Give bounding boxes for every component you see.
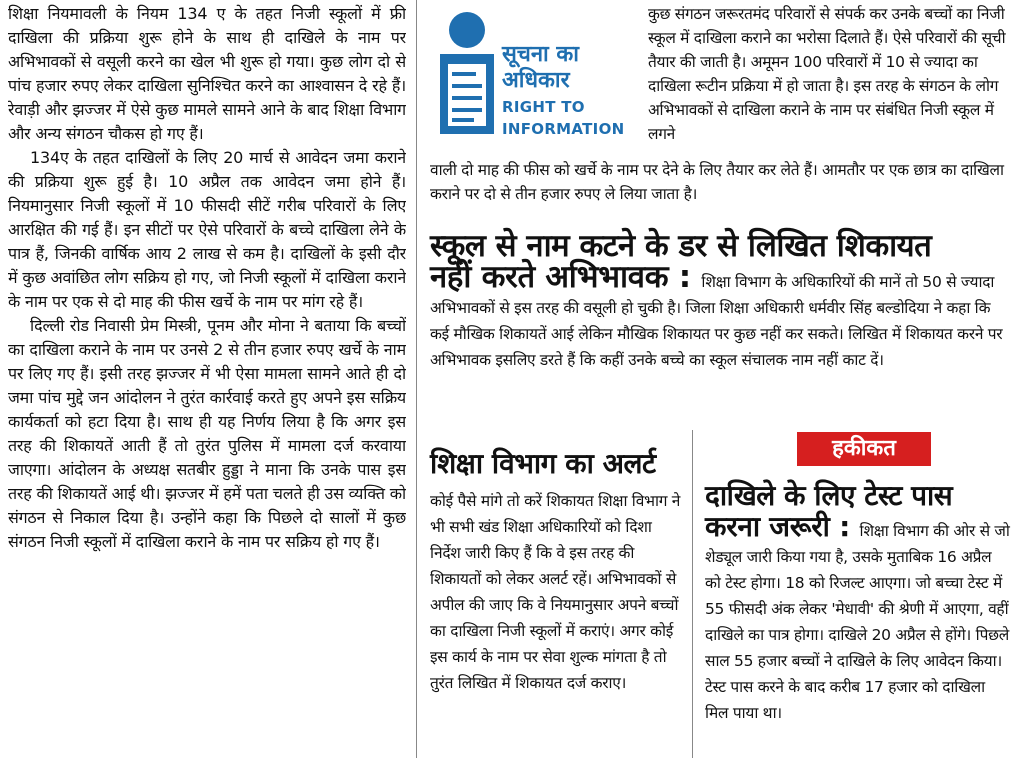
complaint-body-block: नहीं करते अभिभावक : शिक्षा विभाग के अधिकारियों की मानें तो 50 से ज्यादा अभिभावकों से इस तरह की वसूली हो चुकी है। जिला शिक्षा अधिकारी धर्मवीर सिंह बल्डोदिया ने कहा कि कई मौखिक शिकायतें आई लेकिन मौखिक शिकायत पर कुछ नहीं कर सकते। लिखित में शिकायत करने पर अभिभावक इसलिए डरते हैं कि कहीं उनके बच्चे का स्कूल संचालक नाम नहीं काट दें। bbox=[430, 259, 1003, 369]
test-section bbox=[705, 478, 1010, 726]
complaint-section bbox=[430, 228, 1010, 373]
complaint-heading-line2: नहीं करते अभिभावक bbox=[430, 259, 669, 295]
rti-logo-hindi: सूचना का अधिकार bbox=[502, 42, 580, 93]
rti-logo bbox=[436, 6, 636, 148]
test-body: शिक्षा विभाग की ओर से जो शेड्यूल जारी किया गया है, उसके मुताबिक 16 अप्रैल को टेस्ट होगा। 18 को रिजल्ट आएगा। जो बच्चा टेस्ट में 55 फीसदी अंक लेकर 'मेधावी' की श्रेणी में आएगा, वहीं दाखिले का पात्र होगा। दाखिले 20 अप्रैल से होंगे। पिछले साल 55 हजार बच्चों ने दाखिले के लिए आवेदन किया। टेस्ट पास करने के बाद करीब 17 हजार को दाखिला मिल पाया था। bbox=[705, 522, 1010, 722]
left-column bbox=[8, 2, 406, 756]
test-heading: दाखिले के लिए टेस्ट पास bbox=[705, 479, 953, 512]
alert-heading: शिक्षा विभाग का अलर्ट bbox=[430, 447, 656, 480]
complaint-heading: स्कूल से नाम कटने के डर से लिखित शिकायत bbox=[430, 228, 932, 264]
column-divider-lower bbox=[692, 430, 693, 758]
document-info-icon bbox=[436, 10, 498, 138]
test-heading-line2: करना जरूरी bbox=[705, 510, 830, 543]
left-paragraph-1: शिक्षा नियमावली के नियम 134 ए के तहत निजी स्कूलों में फ्री दाखिला की प्रक्रिया शुरू होने के साथ ही दाखिले के नाम पर अभिभावकों से वसूली करने का खेल भी शुरू हो गया। कुछ लोग दो से पांच हजार रुपए लेकर दाखिला सुनिश्चित करने का आश्वासन दे रहे हैं। रेवाड़ी और झज्जर में ऐसे कुछ मामले सामने आने के बाद शिक्षा विभाग और अन्य संगठन चौकस हो गए हैं। bbox=[8, 4, 406, 143]
left-paragraph-2: 134ए के तहत दाखिलों के लिए 20 मार्च से आवेदन जमा कराने की प्रक्रिया शुरू हुई है। 10 अप्रैल तक आवेदन जमा होने हैं। नियमानुसार निजी स्कूलों में 10 फीसदी सीटें गरीब परिवारों के लिए आरक्षित की गई हैं। इन सीटों पर ऐसे परिवारों के बच्चे दाखिला लेने के पात्र हैं, जिनकी वार्षिक आय 2 लाख से कम है। दाखिलों के इसी दौर में कुछ अवांछित लोग सक्रिय हो गए, जो निजी स्कूलों में दाखिला कराने के नाम पर एक से दो माह की फीस खर्चे के नाम पर मांग रहे हैं। bbox=[8, 148, 406, 311]
rti-text-continued: वाली दो माह की फीस को खर्चे के नाम पर देने के लिए तैयार कर लेते हैं। आमतौर पर एक छात्र का दाखिला कराने पर दो से तीन हजार रुपए ले लिया जाता है। bbox=[430, 161, 1004, 203]
test-body-block: करना जरूरी : शिक्षा विभाग की ओर से जो शेड्यूल जारी किया गया है, उसके मुताबिक 16 अप्रैल को टेस्ट होगा। 18 को रिजल्ट आएगा। जो बच्चा टेस्ट में 55 फीसदी अंक लेकर 'मेधावी' की श्रेणी में आएगा, वहीं दाखिले का पात्र होगा। दाखिले 20 अप्रैल से होंगे। पिछले साल 55 हजार बच्चों ने दाखिले के लिए आवेदन किया। टेस्ट पास करने के बाद करीब 17 हजार को दाखिला मिल पाया था। bbox=[705, 510, 1010, 722]
complaint-body: शिक्षा विभाग के अधिकारियों की मानें तो 50 से ज्यादा अभिभावकों से इस तरह की वसूली हो चुकी है। जिला शिक्षा अधिकारी धर्मवीर सिंह बल्डोदिया ने कहा कि कई मौखिक शिकायतें आई लेकिन मौखिक शिकायत पर कुछ नहीं कर सकते। लिखित में शिकायत करने पर अभिभावक इसलिए डरते हैं कि कहीं उनके बच्चे का स्कूल संचालक नाम नहीं काट दें। bbox=[430, 273, 1003, 369]
alert-body: कोई पैसे मांगे तो करें शिकायत शिक्षा विभाग ने भी सभी खंड शिक्षा अधिकारियों को दिशा निर्देश जारी किए हैं कि वे इस तरह की शिकायतों को लेकर अलर्ट रहें। अभिभावकों से अपील की जाए कि वे नियमानुसार अपने बच्चों का दाखिला निजी स्कूलों में कराएं। अगर कोई इस कार्य के नाम पर सेवा शुल्क मांगता है तो तुरंत लिखित में शिकायत दर्ज कराए। bbox=[430, 492, 681, 692]
rti-text-top: कुछ संगठन जरूरतमंद परिवारों से संपर्क कर उनके बच्चों का निजी स्कूल में दाखिला कराने का भरोसा दिलाते हैं। ऐसे परिवारों की सूची तैयार की जाती है। अमूमन 100 परिवारों में 10 से ज्यादा का दाखिला रूटीन प्रक्रिया में हो जाता है। इस तरह के संगठन के लोग अभिभावकों से दाखिला कराने के नाम पर संबंधित निजी स्कूल में लगने bbox=[648, 5, 1006, 143]
alert-section bbox=[430, 444, 682, 696]
left-paragraph-3: दिल्ली रोड निवासी प्रेम मिस्त्री, पूनम और मोना ने बताया कि बच्चों का दाखिला कराने के नाम पर उनसे 2 से तीन हजार रुपए खर्चे के नाम पर लिए गए हैं। इसी तरह झज्जर में भी ऐसा मामला सामने आते ही दो जमा पांच मुद्दे जन आंदोलन ने तुरंत कार्रवाई करते हुए अपने इस सक्रिय कार्यकर्ता को हटा दिया है। साथ ही यह निर्णय लिया है कि अगर इस तरह की शिकायतें आती हैं तो तुरंत पुलिस में मामला दर्ज करवाया जाएगा। आंदोलन के अध्यक्ष सतबीर हुड्डा ने माना कि उनके पास इस तरह की शिकायतें आई थी। झज्जर में हमें पता चलते ही उस व्यक्ति को संगठन से निकाल दिया है। उन्होंने कहा कि पिछले दो सालों में कुछ संगठन निजी स्कूलों में दाखिला कराने के नाम पर सक्रिय हो गए हैं। bbox=[8, 316, 406, 551]
column-divider bbox=[416, 0, 417, 758]
reality-tag: हकीकत bbox=[797, 432, 931, 466]
rti-logo-english: RIGHT TO INFORMATION bbox=[502, 98, 625, 138]
